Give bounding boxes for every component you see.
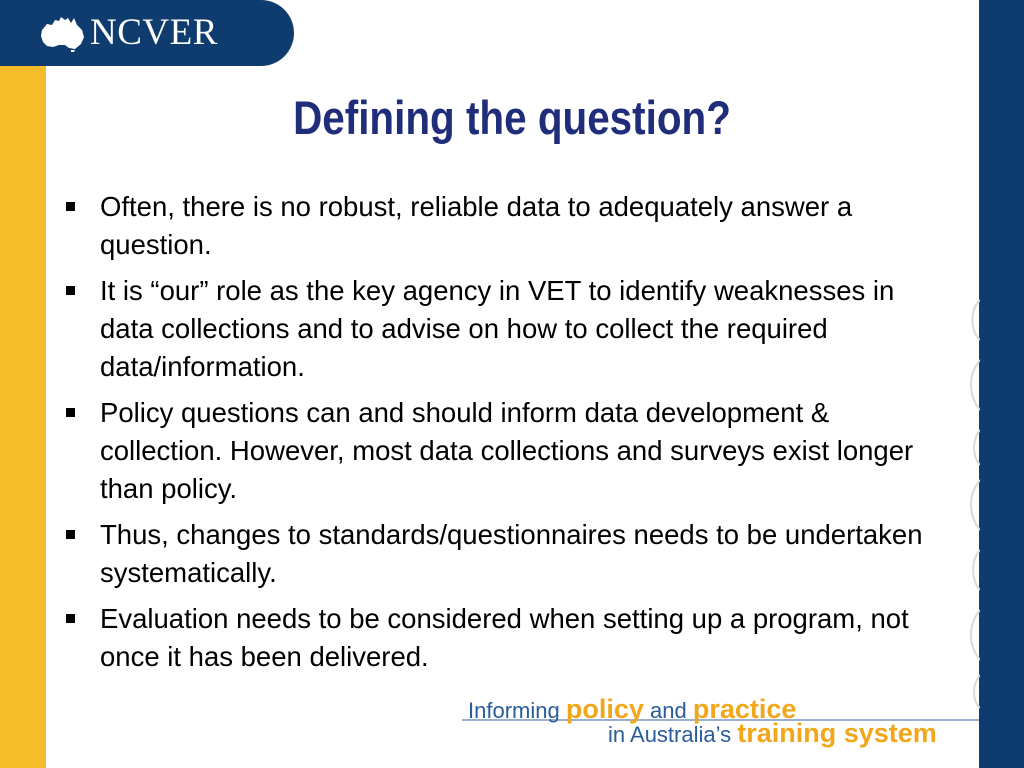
slide-title: Defining the question? (293, 91, 731, 144)
bullet-item (62, 272, 942, 386)
bullet-text: It is “our” role as the key agency in VET to identify weaknesses in data collections and to advise on how to collect the required data/information. (100, 275, 895, 382)
bullet-item (62, 188, 942, 264)
bullet-item (62, 600, 942, 676)
bullet-item (62, 394, 942, 508)
logo-text: NCVER (90, 12, 218, 53)
bullet-square-icon (66, 408, 75, 417)
bullet-square-icon (66, 202, 75, 211)
tagline-in-australias: in Australia’s (608, 722, 732, 747)
bullet-item (62, 516, 942, 592)
tagline-training-system: training system (737, 718, 937, 748)
tagline-and: and (650, 698, 687, 723)
tagline-policy: policy (565, 694, 644, 724)
tagline-practice: practice (692, 694, 797, 724)
bullet-text: Policy questions can and should inform data development & collection. However, most data collections and surveys exist longer than policy. (100, 397, 914, 504)
bullet-square-icon (66, 286, 75, 295)
bullet-text: Thus, changes to standards/questionnaires needs to be undertaken systematically. (100, 519, 923, 588)
right-accent-bar (979, 0, 1024, 768)
bullet-square-icon (66, 614, 75, 623)
logo-banner (0, 0, 294, 66)
left-accent-bar (0, 0, 46, 768)
bullet-square-icon (66, 530, 75, 539)
tagline-informing: Informing (468, 698, 560, 723)
footer-tagline (462, 694, 982, 754)
bullet-text: Evaluation needs to be considered when setting up a program, not once it has been delivered. (100, 603, 909, 672)
bullet-list (62, 188, 942, 684)
watermark-pattern (966, 290, 980, 710)
tagline-line-2 (608, 718, 937, 750)
australia-map-icon (38, 14, 86, 52)
bullet-text: Often, there is no robust, reliable data to adequately answer a question. (100, 191, 853, 260)
